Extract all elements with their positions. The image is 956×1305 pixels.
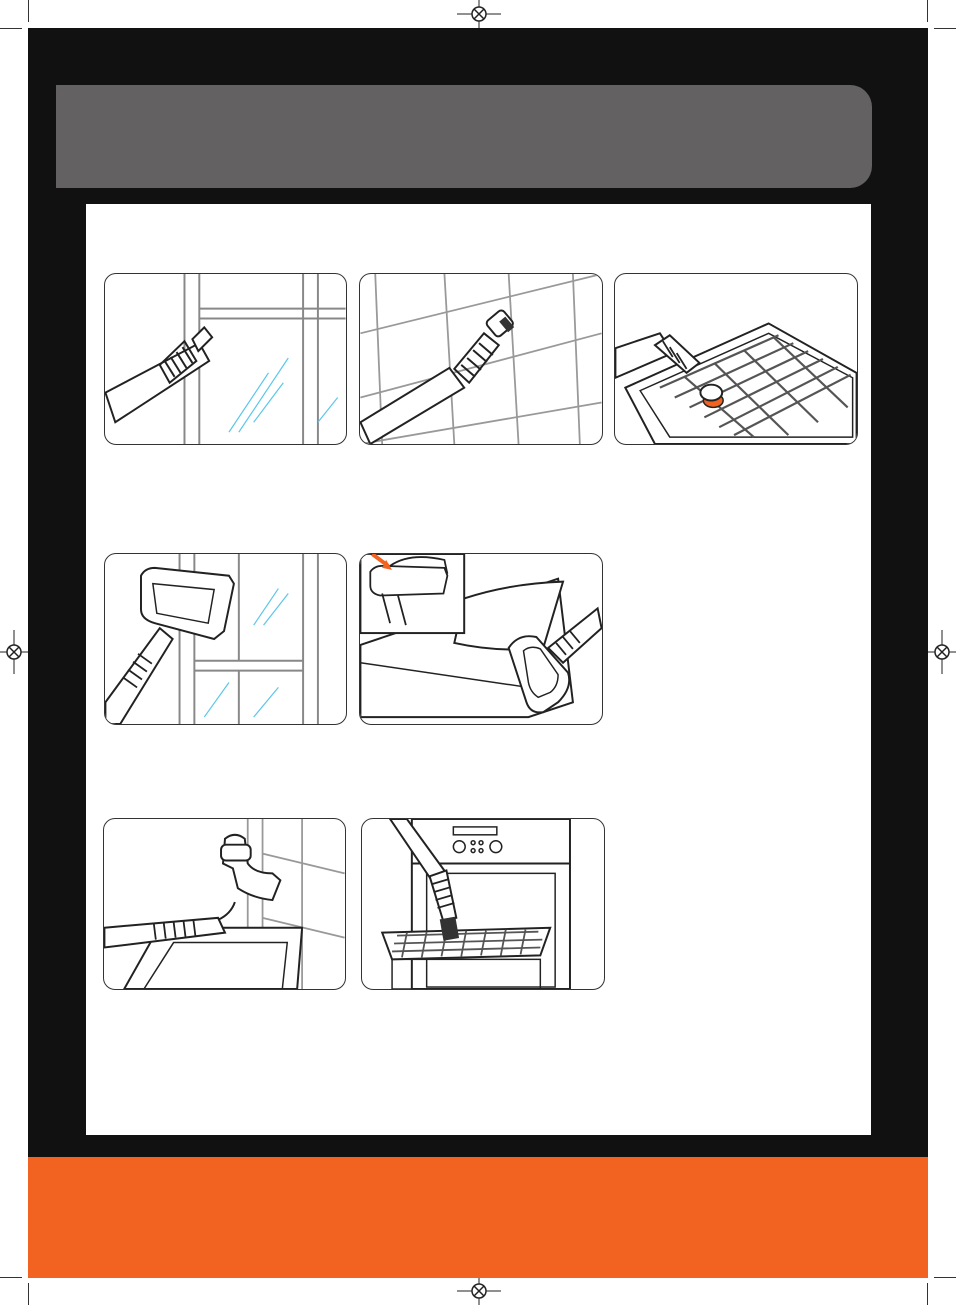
crop-mark — [927, 1283, 928, 1305]
registration-mark-icon — [0, 630, 28, 674]
crop-mark — [0, 28, 22, 29]
oven-brush-illustration — [361, 818, 605, 990]
registration-mark-icon — [457, 1277, 501, 1305]
window-nozzle-illustration — [104, 273, 347, 445]
window-squeegee-illustration — [104, 553, 347, 725]
crop-mark — [934, 1277, 956, 1278]
tile-brush-illustration — [359, 273, 603, 445]
crop-mark — [28, 0, 29, 22]
header-bar — [56, 85, 872, 188]
upholstery-pad-illustration — [359, 553, 603, 725]
footer-bar — [28, 1157, 928, 1278]
crop-mark — [0, 1277, 22, 1278]
crop-mark — [927, 0, 928, 22]
grill-brush-illustration — [614, 273, 858, 445]
crop-mark — [28, 1283, 29, 1305]
crop-mark — [934, 28, 956, 29]
registration-mark-icon — [928, 630, 956, 674]
registration-mark-icon — [457, 0, 501, 28]
tap-nozzle-illustration — [103, 818, 346, 990]
